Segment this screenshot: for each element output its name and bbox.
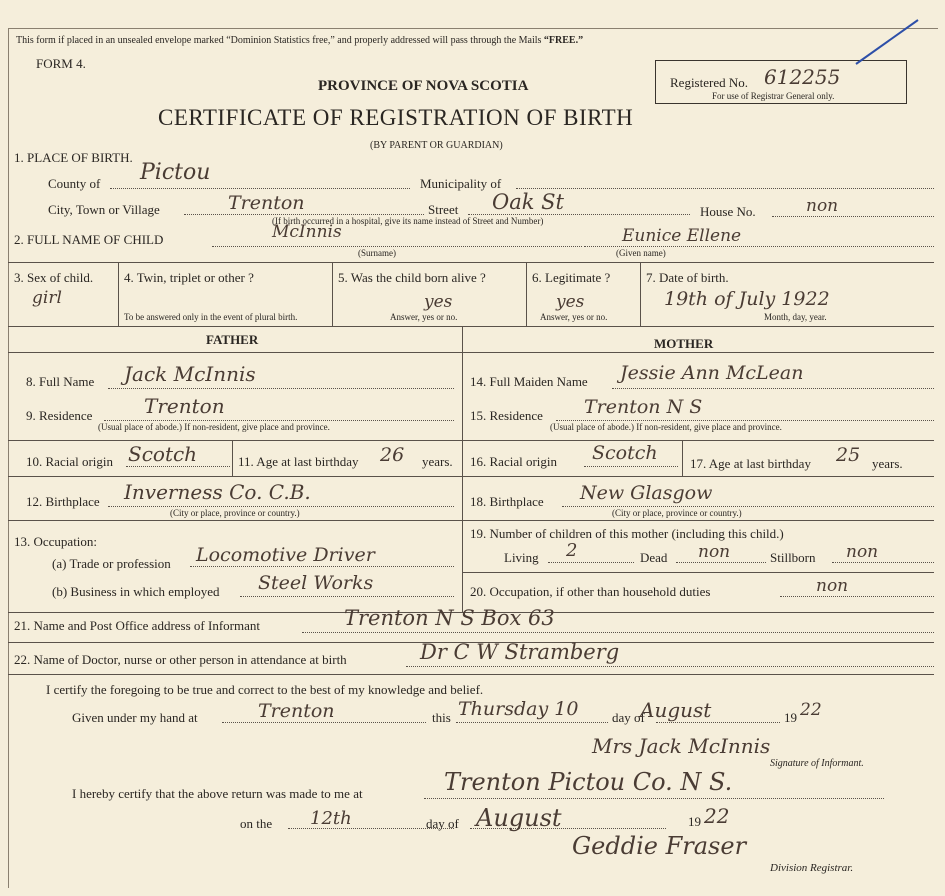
attendant-label: 22. Name of Doctor, nurse or other person in attendance at birth	[14, 652, 347, 667]
this-value: Thursday 10	[458, 698, 579, 720]
date-label: 7. Date of birth.	[646, 270, 729, 285]
certify-month: August	[640, 698, 712, 722]
mother-birthplace: New Glasgow	[580, 482, 713, 504]
father-name-label: 8. Full Name	[26, 374, 95, 389]
registrar-text: I hereby certify that the above return was made to me at	[72, 786, 363, 801]
father-racial: Scotch	[128, 442, 198, 466]
alive-label: 5. Was the child born alive ?	[338, 270, 486, 285]
mother-res-note: (Usual place of abode.) If non-resident, give place and province.	[550, 422, 782, 432]
house-label: House No.	[700, 204, 756, 219]
certify-year: 22	[800, 700, 822, 720]
top-border	[8, 28, 938, 29]
certify-year-prefix: 19	[784, 710, 797, 725]
street-value: Oak St	[492, 190, 564, 214]
city-value: Trenton	[228, 192, 305, 214]
registrar-year-prefix: 19	[688, 814, 701, 829]
registrar-on-label: on the	[240, 816, 273, 831]
registered-label: Registered No.	[670, 75, 748, 90]
postal-notice	[16, 35, 583, 46]
registrar-month: August	[476, 804, 562, 832]
father-trade-label: (a) Trade or profession	[52, 556, 171, 571]
given-caption: (Given name)	[616, 248, 666, 258]
registrar-signature: Geddie Fraser	[572, 832, 747, 860]
mother-birthplace-note: (City or place, province or country.)	[612, 508, 742, 518]
twin-note: To be answered only in the event of plural birth.	[124, 312, 298, 322]
legit-note: Answer, yes or no.	[540, 312, 608, 322]
legit-label: 6. Legitimate ?	[532, 270, 611, 285]
registrar-general-note: For use of Registrar General only.	[712, 91, 835, 101]
alive-value: yes	[424, 292, 453, 312]
father-res-note: (Usual place of abode.) If non-resident, give place and province.	[98, 422, 330, 432]
registrar-caption: Division Registrar.	[770, 862, 854, 874]
registered-number: 612255	[764, 65, 841, 89]
street-label: Street	[428, 202, 459, 217]
mother-racial-label: 16. Racial origin	[470, 454, 558, 469]
postal-notice-text: This form if placed in an unsealed envelope marked “Dominion Statistics free,” and properly addressed will pass through the Mails	[16, 35, 542, 46]
mother-name-label: 14. Full Maiden Name	[470, 374, 588, 389]
given-place: Trenton	[258, 700, 335, 722]
informant-signature: Mrs Jack McInnis	[592, 734, 771, 758]
mother-age-label: 17. Age at last birthday	[690, 456, 811, 471]
left-border	[8, 28, 9, 888]
date-value: 19th of July 1922	[664, 288, 830, 310]
mother-children-label: 19. Number of children of this mother (including this child.)	[470, 526, 784, 541]
alive-note: Answer, yes or no.	[390, 312, 458, 322]
father-occ-label: 13. Occupation:	[14, 534, 98, 549]
father-residence: Trenton	[144, 394, 225, 418]
hospital-note: (If birth occurred in a hospital, give its name instead of Street and Number)	[272, 216, 544, 226]
mother-living-label: Living	[504, 550, 539, 565]
father-racial-label: 10. Racial origin	[26, 454, 114, 469]
mother-stillborn-label: Stillborn	[770, 550, 816, 565]
page-title: CERTIFICATE OF REGISTRATION OF BIRTH	[158, 105, 634, 130]
informant-value: Trenton N S Box 63	[344, 606, 555, 630]
county-label: County of	[48, 176, 101, 191]
blue-pencil-mark	[852, 14, 924, 68]
this-label: this	[432, 710, 451, 725]
registrar-year: 22	[704, 804, 730, 828]
mother-years: years.	[872, 456, 903, 471]
mother-occ: non	[816, 576, 849, 596]
surname-caption: (Surname)	[358, 248, 396, 258]
father-heading: FATHER	[206, 332, 259, 347]
place-of-birth-heading: 1. PLACE OF BIRTH.	[14, 150, 133, 165]
registrar-day: 12th	[310, 808, 352, 829]
postal-notice-free: “FREE.”	[543, 35, 584, 46]
child-given-name: Eunice Ellene	[622, 226, 742, 246]
mother-res-label: 15. Residence	[470, 408, 543, 423]
father-years: years.	[422, 454, 453, 469]
father-age-label: 11. Age at last birthday	[238, 454, 359, 469]
mother-name: Jessie Ann McLean	[620, 362, 804, 384]
sex-value: girl	[32, 288, 62, 308]
attendant-value: Dr C W Stramberg	[420, 640, 620, 664]
father-age: 26	[380, 444, 405, 466]
mother-stillborn: non	[846, 542, 879, 562]
given-under-label: Given under my hand at	[72, 710, 198, 725]
twin-label: 4. Twin, triplet or other ?	[124, 270, 254, 285]
father-birthplace: Inverness Co. C.B.	[124, 480, 311, 504]
mother-birthplace-label: 18. Birthplace	[470, 494, 544, 509]
province-heading: PROVINCE OF NOVA SCOTIA	[318, 78, 529, 94]
mother-dead: non	[698, 542, 731, 562]
certify-dayof-label: day of	[612, 710, 645, 725]
father-birthplace-note: (City or place, province or country.)	[170, 508, 300, 518]
legit-value: yes	[556, 292, 585, 312]
mother-heading: MOTHER	[654, 336, 714, 351]
registrar-place: Trenton Pictou Co. N S.	[444, 768, 733, 796]
informant-signature-caption: Signature of Informant.	[770, 758, 864, 769]
registrar-dayof-label: day of	[426, 816, 459, 831]
sex-label: 3. Sex of child.	[14, 270, 94, 285]
mother-living: 2	[566, 540, 578, 561]
child-surname: McInnis	[272, 222, 342, 242]
certify-text: I certify the foregoing to be true and correct to the best of my knowledge and belief.	[46, 682, 484, 697]
city-label: City, Town or Village	[48, 202, 160, 217]
county-value: Pictou	[140, 160, 211, 185]
informant-label: 21. Name and Post Office address of Informant	[14, 618, 260, 633]
mother-age: 25	[836, 444, 861, 466]
form-number: FORM 4.	[36, 56, 86, 71]
father-business: Steel Works	[258, 572, 374, 594]
house-value: non	[806, 196, 839, 216]
mother-occ-label: 20. Occupation, if other than household duties	[470, 584, 711, 599]
father-name: Jack McInnis	[124, 362, 256, 386]
mother-residence: Trenton N S	[584, 396, 703, 418]
father-res-label: 9. Residence	[26, 408, 93, 423]
child-name-label: 2. FULL NAME OF CHILD	[14, 232, 164, 247]
mother-racial: Scotch	[592, 442, 658, 464]
mother-dead-label: Dead	[640, 550, 668, 565]
father-business-label: (b) Business in which employed	[52, 584, 220, 599]
date-note: Month, day, year.	[764, 312, 827, 322]
page-subtitle: (BY PARENT OR GUARDIAN)	[370, 140, 503, 151]
father-birthplace-label: 12. Birthplace	[26, 494, 100, 509]
municipality-label: Municipality of	[420, 176, 502, 191]
father-trade: Locomotive Driver	[196, 544, 375, 566]
